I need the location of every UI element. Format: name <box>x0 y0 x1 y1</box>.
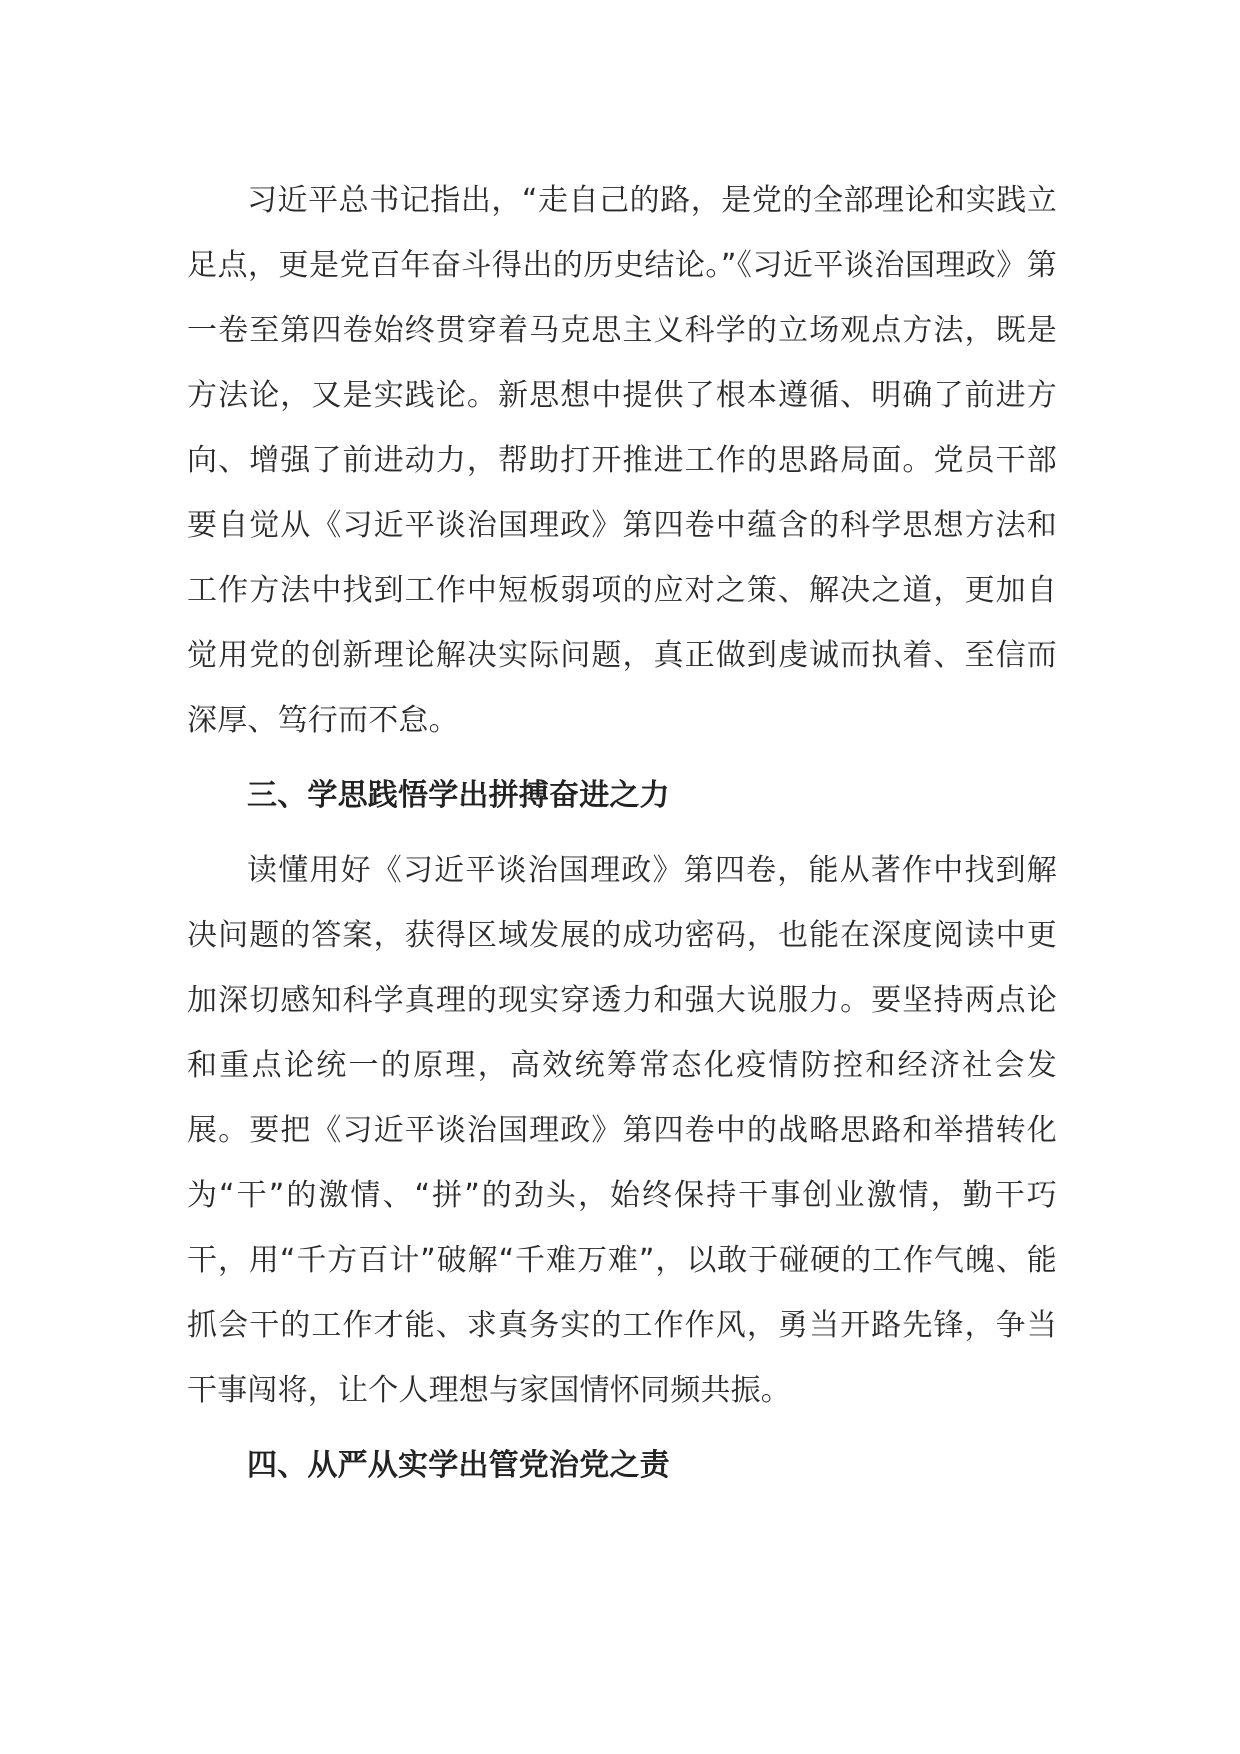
document-body <box>187 168 1057 1498</box>
section-heading-three: 三、学思践悟学出拼搏奋进之力 <box>247 778 670 813</box>
section-heading-four: 四、从严从实学出管党治党之责 <box>247 1448 670 1483</box>
paragraph-section-three: 读懂用好《习近平谈治国理政》第四卷，能从著作中找到解决问题的答案，获得区域发展的成功密码，也能在深度阅读中更加深切感知科学真理的现实穿透力和强大说服力。要坚持两点论和重点论统一的原理，高效统筹常态化疫情防控和经济社会发展。要把《习近平谈治国理政》第四卷中的战略思路和举措转化为“干”的激情、“拼”的劲头，始终保持干事创业激情，勤干巧干，用“千方百计”破解“千难万难”，以敢于碰硬的工作气魄、能抓会干的工作才能、求真务实的工作作风，勇当开路先锋，争当干事闯将，让个人理想与家国情怀同频共振。 <box>187 853 1057 1408</box>
paragraph-intro: 习近平总书记指出，“走自己的路，是党的全部理论和实践立足点，更是党百年奋斗得出的历史结论。”《习近平谈治国理政》第一卷至第四卷始终贯穿着马克思主义科学的立场观点方法，既是方法论，又是实践论。新思想中提供了根本遵循、明确了前进方向、增强了前进动力，帮助打开推进工作的思路局面。党员干部要自觉从《习近平谈治国理政》第四卷中蕴含的科学思想方法和工作方法中找到工作中短板弱项的应对之策、解决之道，更加自觉用党的创新理论解决实际问题，真正做到虔诚而执着、至信而深厚、笃行而不怠。 <box>187 183 1057 738</box>
